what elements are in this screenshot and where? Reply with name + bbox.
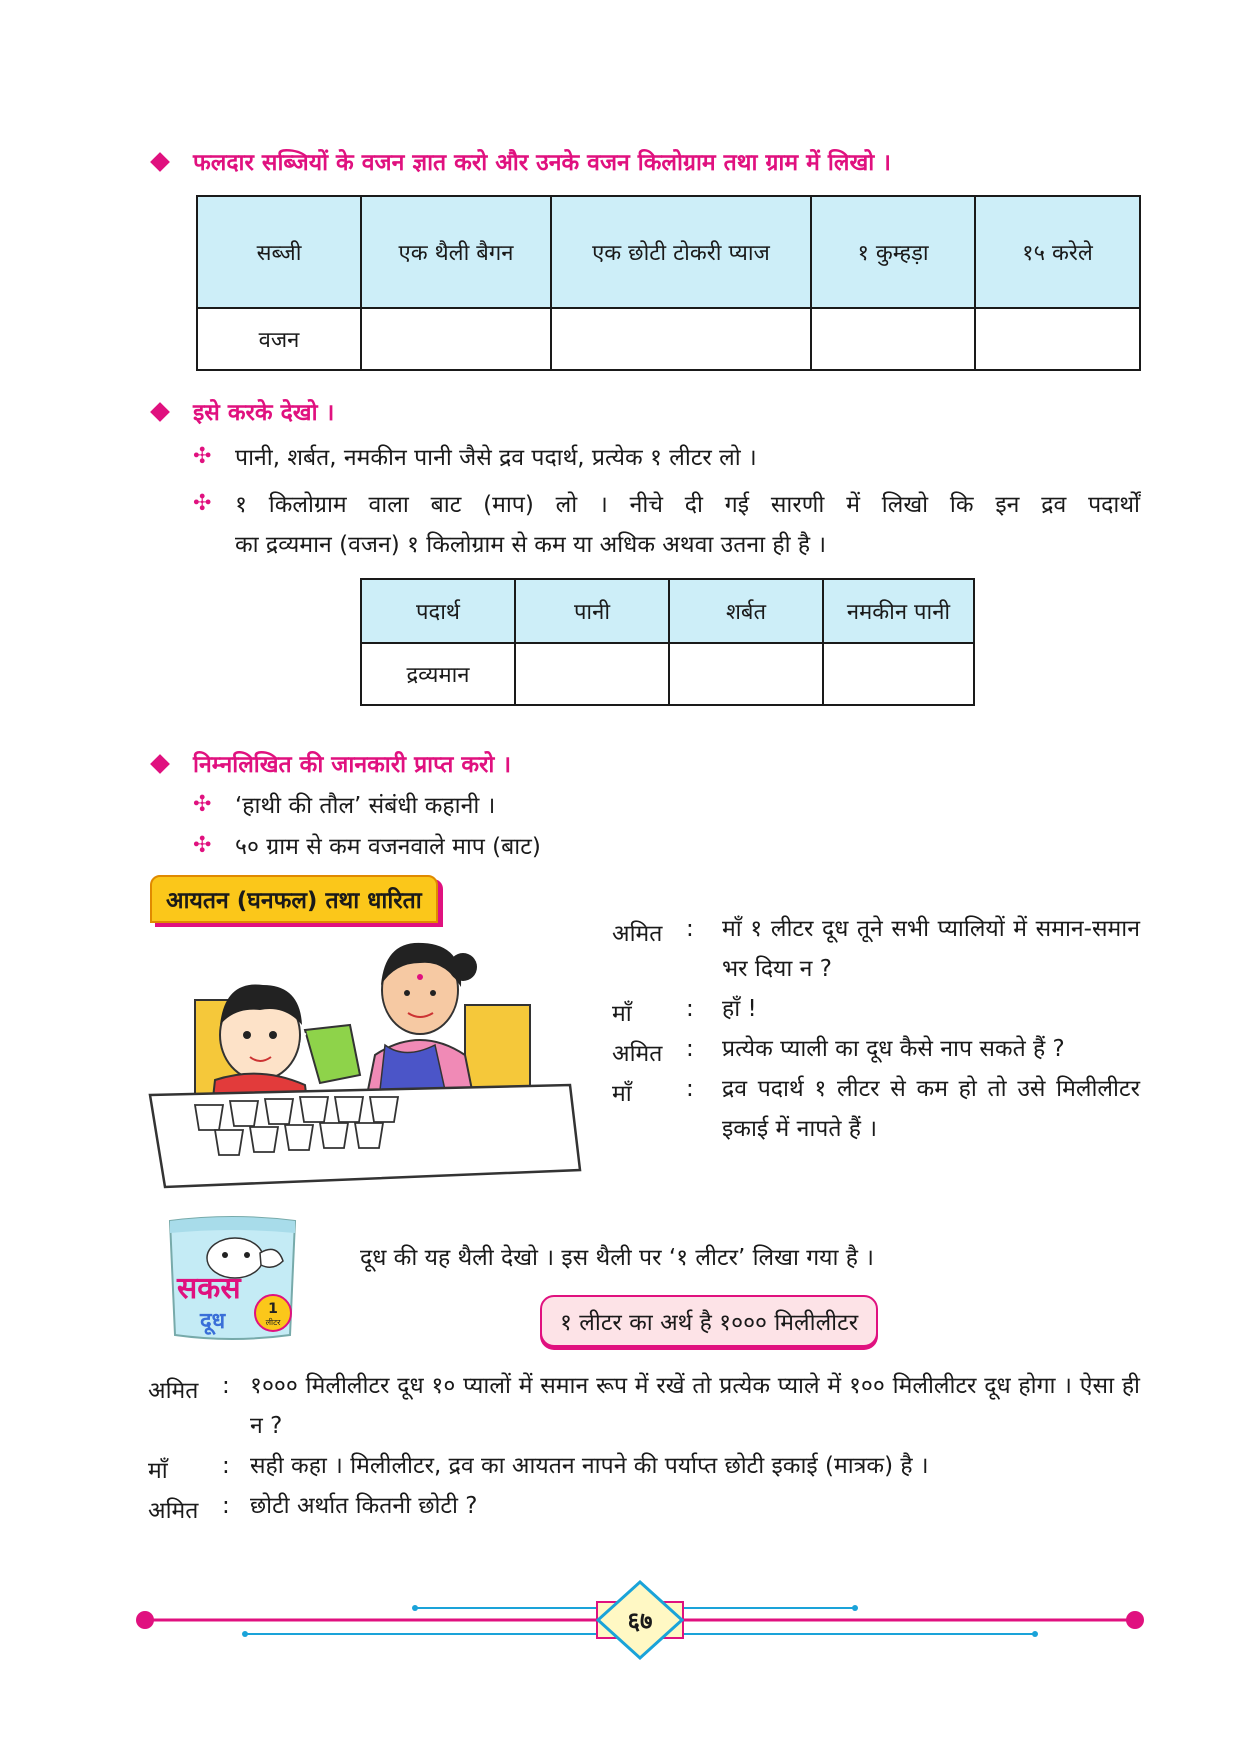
packet-description: दूध की यह थैली देखो । इस थैली पर ‘१ लीटर’ लिखा गया है । <box>360 1245 875 1271</box>
table-header: एक थैली बैगन <box>361 196 551 308</box>
section3-heading: निम्नलिखित की जानकारी प्राप्त करो । <box>193 752 512 778</box>
table-header: एक छोटी टोकरी प्याज <box>551 196 811 308</box>
table-cell <box>361 308 551 370</box>
speaker-colon: : <box>686 1076 694 1102</box>
speaker-name: अमित <box>148 1378 199 1404</box>
table-row-label: द्रव्यमान <box>361 643 515 705</box>
instruction-line: १ किलोग्राम वाला बाट (माप) लो । नीचे दी गई सारणी में लिखो कि इन द्रव पदार्थों <box>235 492 1140 518</box>
speaker-name: माँ <box>612 1081 632 1107</box>
table-header: १ कुम्हड़ा <box>811 196 975 308</box>
speaker-name: अमित <box>148 1498 199 1524</box>
bullet-diamond <box>150 402 170 422</box>
speaker-colon: : <box>686 916 694 942</box>
bullet-star-icon: ✣ <box>193 833 212 858</box>
milk-brand-text: सकस <box>177 1271 241 1306</box>
section2-heading: इसे करके देखो । <box>193 400 335 426</box>
speaker-name: अमित <box>612 1041 663 1067</box>
dialogue-text: छोटी अर्थात कितनी छोटी ? <box>250 1493 478 1519</box>
dialogue-text: माँ १ लीटर दूध तूने सभी प्यालियों में समान-समान भर दिया न ? <box>722 916 1140 982</box>
table-header: नमकीन पानी <box>823 579 974 643</box>
info-item: ५० ग्राम से कम वजनवाले माप (बाट) <box>235 834 541 860</box>
instruction-line: पानी, शर्बत, नमकीन पानी जैसे द्रव पदार्थ, प्रत्येक १ लीटर लो । <box>235 445 757 471</box>
table-header: १५ करेले <box>975 196 1140 308</box>
milk-badge-number: 1 <box>268 1301 278 1317</box>
section1-heading: फलदार सब्जियों के वजन ज्ञात करो और उनके वजन किलोग्राम तथा ग्राम में लिखो । <box>193 150 891 176</box>
milk-product-text: दूध <box>200 1309 226 1334</box>
bullet-star-icon: ✣ <box>193 792 212 817</box>
bullet-star-icon: ✣ <box>193 491 212 516</box>
info-item: ‘हाथी की तौल’ संबंधी कहानी । <box>235 793 496 819</box>
table-header: शर्बत <box>669 579 823 643</box>
speaker-name: माँ <box>148 1458 168 1484</box>
speaker-name: अमित <box>612 921 663 947</box>
speaker-colon: : <box>222 1453 230 1479</box>
speaker-colon: : <box>222 1373 230 1399</box>
instruction-line: का द्रव्यमान (वजन) १ किलोग्राम से कम या अधिक अथवा उतना ही है । <box>235 532 827 558</box>
milk-badge-unit: लीटर <box>265 1318 281 1327</box>
dialogue-text: सही कहा । मिलीलीटर, द्रव का आयतन नापने की पर्याप्त छोटी इकाई (मात्रक) है । <box>250 1453 929 1479</box>
speaker-name: माँ <box>612 1001 632 1027</box>
table-cell <box>669 643 823 705</box>
speaker-colon: : <box>686 1036 694 1062</box>
table-cell <box>811 308 975 370</box>
table-cell <box>515 643 669 705</box>
table-cell <box>823 643 974 705</box>
speaker-colon: : <box>222 1493 230 1519</box>
bullet-diamond <box>150 754 170 774</box>
table-header: सब्जी <box>197 196 361 308</box>
dialogue-text: १००० मिलीलीटर दूध १० प्यालों में समान रूप में रखें तो प्रत्येक प्याले में १०० मिलीलीटर दूध होगा । ऐसा ही न ? <box>250 1373 1140 1439</box>
table-cell <box>551 308 811 370</box>
page-number: ६७ <box>627 1607 653 1635</box>
dialogue-text: प्रत्येक प्याली का दूध कैसे नाप सकते हैं ? <box>722 1036 1065 1062</box>
table-cell <box>975 308 1140 370</box>
litre-definition-callout: १ लीटर का अर्थ है १००० मिलीलीटर <box>540 1295 878 1347</box>
table-row-label: वजन <box>197 308 361 370</box>
vegetable-weight-table <box>196 195 1141 371</box>
dialogue-text: द्रव पदार्थ १ लीटर से कम हो तो उसे मिलीलीटर इकाई में नापते हैं । <box>722 1076 1140 1142</box>
table-header: पदार्थ <box>361 579 515 643</box>
mother-pouring-milk-illustration <box>145 925 585 1200</box>
bullet-star-icon: ✣ <box>193 444 212 469</box>
speaker-colon: : <box>686 996 694 1022</box>
milk-packet-illustration <box>165 1213 300 1343</box>
dialogue-text: हाँ ! <box>722 996 757 1022</box>
liquid-mass-table <box>360 578 975 706</box>
bullet-diamond <box>150 152 170 172</box>
topic-tag: आयतन (घनफल) तथा धारिता <box>150 875 438 923</box>
table-header: पानी <box>515 579 669 643</box>
